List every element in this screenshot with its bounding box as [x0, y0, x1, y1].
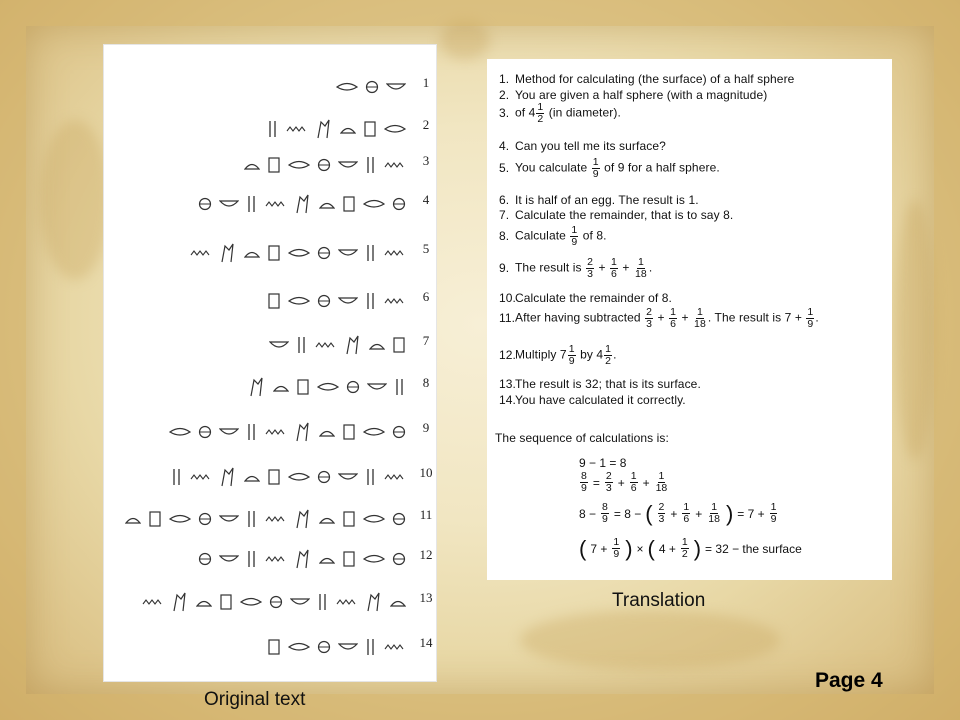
hieroglyph-glyph: [198, 512, 212, 526]
hieroglyph-glyph: [384, 123, 406, 135]
hieroglyph-glyph: [392, 552, 406, 566]
hieroglyph-glyph: [338, 296, 358, 306]
fraction: $\frac{1}{9}$: [592, 156, 599, 180]
hieroglyph-glyph: [365, 467, 377, 487]
hieroglyph-glyph: [394, 377, 406, 397]
hieroglyph-glyph: [290, 597, 310, 607]
hieroglyph-line-number: 10: [419, 465, 433, 480]
hieroglyph-glyph: [342, 510, 356, 528]
hieroglyph-glyph: [244, 472, 260, 482]
hieroglyph-glyph: [267, 468, 281, 486]
hieroglyph-glyph: [219, 427, 239, 437]
hieroglyph-glyph: [269, 595, 283, 609]
hieroglyph-glyph: [342, 423, 356, 441]
equation: 9 − 1 = 8: [579, 456, 627, 470]
sequence-heading: The sequence of calculations is:: [495, 431, 669, 445]
hieroglyph-glyph: [267, 638, 281, 656]
hieroglyph-glyph: [384, 249, 406, 257]
hieroglyph-line-number: 13: [419, 590, 433, 605]
translation-line: 13.The result is 32; that is its surface.: [499, 377, 701, 391]
hieroglyph-glyph: [365, 80, 379, 94]
fraction: $\frac{1}{9}$: [568, 343, 575, 367]
hieroglyph-glyph: [384, 161, 406, 169]
hieroglyph-glyph: [392, 425, 406, 439]
hieroglyph-glyph: [248, 376, 266, 398]
hieroglyph-glyph: [363, 120, 377, 138]
translation-line: 11.After having subtracted $\frac{2}{3}$ + $\frac{1}{6}$ + $\frac{1}{18}$ . The result is 7 + $\frac{1}{9}$ .: [499, 306, 819, 330]
translation-line: 7. Calculate the remainder, that is to say 8.: [499, 208, 734, 222]
hieroglyph-line: [104, 285, 436, 315]
hieroglyph-glyph: [319, 514, 335, 524]
hieroglyph-glyph: [196, 597, 212, 607]
hieroglyph-glyph: [315, 118, 333, 140]
hieroglyph-line: [104, 329, 436, 359]
hieroglyph-glyph: [244, 160, 260, 170]
hieroglyph-glyph: [340, 124, 356, 134]
hieroglyph-line-number: 3: [422, 153, 430, 168]
hieroglyph-glyph: [148, 510, 162, 528]
hieroglyph-glyph: [336, 81, 358, 93]
hieroglyph-glyph: [317, 381, 339, 393]
hieroglyph-glyph: [265, 200, 287, 208]
fraction: $\frac{1}{9}$: [807, 306, 814, 330]
hieroglyph-glyph: [365, 155, 377, 175]
hieroglyph-glyph: [294, 193, 312, 215]
hieroglyph-line-number: 6: [422, 289, 430, 304]
hieroglyph-glyph: [219, 554, 239, 564]
original-caption: Original text: [204, 689, 306, 710]
hieroglyph-glyph: [363, 513, 385, 525]
hieroglyph-glyph: [296, 378, 310, 396]
hieroglyph-line-number: 2: [422, 117, 430, 132]
hieroglyph-line-number: 9: [422, 420, 430, 435]
hieroglyph-line-number: 8: [422, 375, 430, 390]
translation-caption: Translation: [612, 590, 706, 611]
hieroglyph-glyph: [317, 158, 331, 172]
hieroglyph-glyph: [338, 472, 358, 482]
hieroglyph-glyph: [198, 425, 212, 439]
hieroglyph-glyph: [171, 467, 183, 487]
hieroglyph-glyph: [386, 82, 406, 92]
hieroglyph-line: [104, 113, 436, 143]
hieroglyph-glyph: [365, 591, 383, 613]
hieroglyph-glyph: [294, 548, 312, 570]
hieroglyph-glyph: [246, 549, 258, 569]
hieroglyph-glyph: [365, 291, 377, 311]
hieroglyph-glyph: [267, 244, 281, 262]
hieroglyph-glyph: [169, 426, 191, 438]
translation-line: 3. of 4 $\frac{1}{2}$ (in diameter).: [499, 101, 621, 125]
translation-line: 4. Can you tell me its surface?: [499, 139, 666, 153]
hieroglyph-glyph: [246, 509, 258, 529]
translation-line: 12.Multiply 7 $\frac{1}{9}$ by 4 $\frac{1}{2}$ .: [499, 343, 617, 367]
translation-line: 14.You have calculated it correctly.: [499, 393, 686, 407]
hieroglyph-glyph: [317, 470, 331, 484]
fraction: $\frac{1}{2}$: [605, 343, 612, 367]
hieroglyph-glyph: [142, 598, 164, 606]
hieroglyph-glyph: [288, 295, 310, 307]
hieroglyph-glyph: [267, 292, 281, 310]
hieroglyph-line: [104, 543, 436, 573]
fraction: $\frac{1}{2}$: [537, 101, 544, 125]
translation-line: 8. Calculate $\frac{1}{9}$ of 8.: [499, 224, 607, 248]
hieroglyph-glyph: [288, 247, 310, 259]
hieroglyph-glyph: [392, 512, 406, 526]
hieroglyph-glyph: [288, 471, 310, 483]
hieroglyph-glyph: [384, 473, 406, 481]
hieroglyph-line-number: 7: [422, 333, 430, 348]
hieroglyph-glyph: [198, 197, 212, 211]
hieroglyph-glyph: [315, 341, 337, 349]
hieroglyph-glyph: [342, 550, 356, 568]
hieroglyph-glyph: [384, 643, 406, 651]
hieroglyph-glyph: [346, 380, 360, 394]
hieroglyph-glyph: [317, 640, 331, 654]
hieroglyph-glyph: [365, 243, 377, 263]
hieroglyph-line: [104, 631, 436, 661]
hieroglyph-glyph: [338, 160, 358, 170]
fraction: $\frac{1}{6}$: [670, 306, 677, 330]
hieroglyph-glyph: [219, 199, 239, 209]
hieroglyph-glyph: [198, 552, 212, 566]
equation: ( 7 + $\frac{1}{9}$ ) × ( 4 + $\frac{1}{2}$ ) = 32 − the surface: [579, 535, 802, 561]
hieroglyph-glyph: [267, 156, 281, 174]
hieroglyph-glyph: [390, 597, 406, 607]
hieroglyph-line: [104, 503, 436, 533]
fraction: $\frac{1}{18}$: [694, 306, 706, 330]
original-text-panel: [103, 44, 437, 682]
hieroglyph-glyph: [288, 641, 310, 653]
equation: 8 − $\frac{8}{9}$ = 8 − ( $\frac{2}{3}$ + $\frac{1}{6}$ + $\frac{1}{18}$ ) = 7 + $\frac{1}{9}$: [579, 500, 777, 526]
hieroglyph-line-number: 1: [422, 75, 430, 90]
hieroglyph-line-number: 5: [422, 241, 430, 256]
hieroglyph-glyph: [363, 553, 385, 565]
hieroglyph-line: [104, 188, 436, 218]
hieroglyph-glyph: [219, 593, 233, 611]
hieroglyph-glyph: [365, 637, 377, 657]
hieroglyph-line: [104, 586, 436, 616]
translation-line: 5. You calculate $\frac{1}{9}$ of 9 for a half sphere.: [499, 156, 720, 180]
translation-line: 9. The result is $\frac{2}{3}$ + $\frac{1}{6}$ + $\frac{1}{18}$ .: [499, 256, 653, 280]
hieroglyph-glyph: [367, 382, 387, 392]
equation: $\frac{8}{9}$ = $\frac{2}{3}$ + $\frac{1}{6}$ + $\frac{1}{18}$: [581, 470, 668, 494]
hieroglyph-line: [104, 461, 436, 491]
hieroglyph-glyph: [338, 248, 358, 258]
hieroglyph-glyph: [317, 294, 331, 308]
hieroglyph-glyph: [240, 596, 262, 608]
hieroglyph-glyph: [190, 249, 212, 257]
hieroglyph-line: [104, 416, 436, 446]
hieroglyph-glyph: [171, 591, 189, 613]
hieroglyph-glyph: [273, 382, 289, 392]
hieroglyph-glyph: [369, 340, 385, 350]
translation-line: 10.Calculate the remainder of 8.: [499, 291, 672, 305]
hieroglyph-glyph: [317, 246, 331, 260]
hieroglyph-glyph: [336, 598, 358, 606]
fraction: $\frac{2}{3}$: [646, 306, 653, 330]
hieroglyph-glyph: [267, 119, 279, 139]
hieroglyph-glyph: [288, 159, 310, 171]
hieroglyph-glyph: [384, 297, 406, 305]
page-label: Page 4: [815, 669, 883, 692]
translation-line: 6. It is half of an egg. The result is 1.: [499, 193, 699, 207]
hieroglyph-glyph: [269, 340, 289, 350]
translation-line: 1. Method for calculating (the surface) of a half sphere: [499, 72, 795, 86]
hieroglyph-glyph: [265, 555, 287, 563]
hieroglyph-line-number: 14: [419, 635, 433, 650]
hieroglyph-line: [104, 371, 436, 401]
hieroglyph-glyph: [246, 194, 258, 214]
translation-panel: [487, 59, 892, 580]
hieroglyph-glyph: [317, 592, 329, 612]
hieroglyph-glyph: [219, 466, 237, 488]
hieroglyph-glyph: [392, 197, 406, 211]
hieroglyph-glyph: [392, 336, 406, 354]
hieroglyph-glyph: [190, 473, 212, 481]
hieroglyph-line-number: 4: [422, 192, 430, 207]
hieroglyph-glyph: [286, 125, 308, 133]
hieroglyph-line: [104, 71, 436, 101]
hieroglyph-line: [104, 149, 436, 179]
hieroglyph-line: [104, 237, 436, 267]
hieroglyph-glyph: [294, 421, 312, 443]
hieroglyph-glyph: [244, 248, 260, 258]
hieroglyph-glyph: [319, 199, 335, 209]
translation-line: 2. You are given a half sphere (with a magnitude): [499, 88, 768, 102]
hieroglyph-glyph: [265, 428, 287, 436]
hieroglyph-line-number: 12: [419, 547, 433, 562]
hieroglyph-line-number: 11: [419, 507, 433, 522]
hieroglyph-glyph: [363, 198, 385, 210]
hieroglyph-glyph: [363, 426, 385, 438]
hieroglyph-glyph: [342, 195, 356, 213]
hieroglyph-glyph: [169, 513, 191, 525]
fraction: $\frac{1}{6}$: [611, 256, 617, 280]
hieroglyph-glyph: [338, 642, 358, 652]
fraction: $\frac{1}{9}$: [571, 224, 578, 248]
hieroglyph-glyph: [246, 422, 258, 442]
fraction: $\frac{2}{3}$: [587, 256, 594, 280]
hieroglyph-glyph: [219, 514, 239, 524]
hieroglyph-glyph: [265, 515, 287, 523]
hieroglyph-glyph: [319, 427, 335, 437]
hieroglyph-glyph: [296, 335, 308, 355]
hieroglyph-glyph: [219, 242, 237, 264]
fraction: $\frac{1}{18}$: [634, 256, 647, 280]
hieroglyph-glyph: [125, 514, 141, 524]
hieroglyph-glyph: [319, 554, 335, 564]
hieroglyph-glyph: [344, 334, 362, 356]
hieroglyph-glyph: [294, 508, 312, 530]
